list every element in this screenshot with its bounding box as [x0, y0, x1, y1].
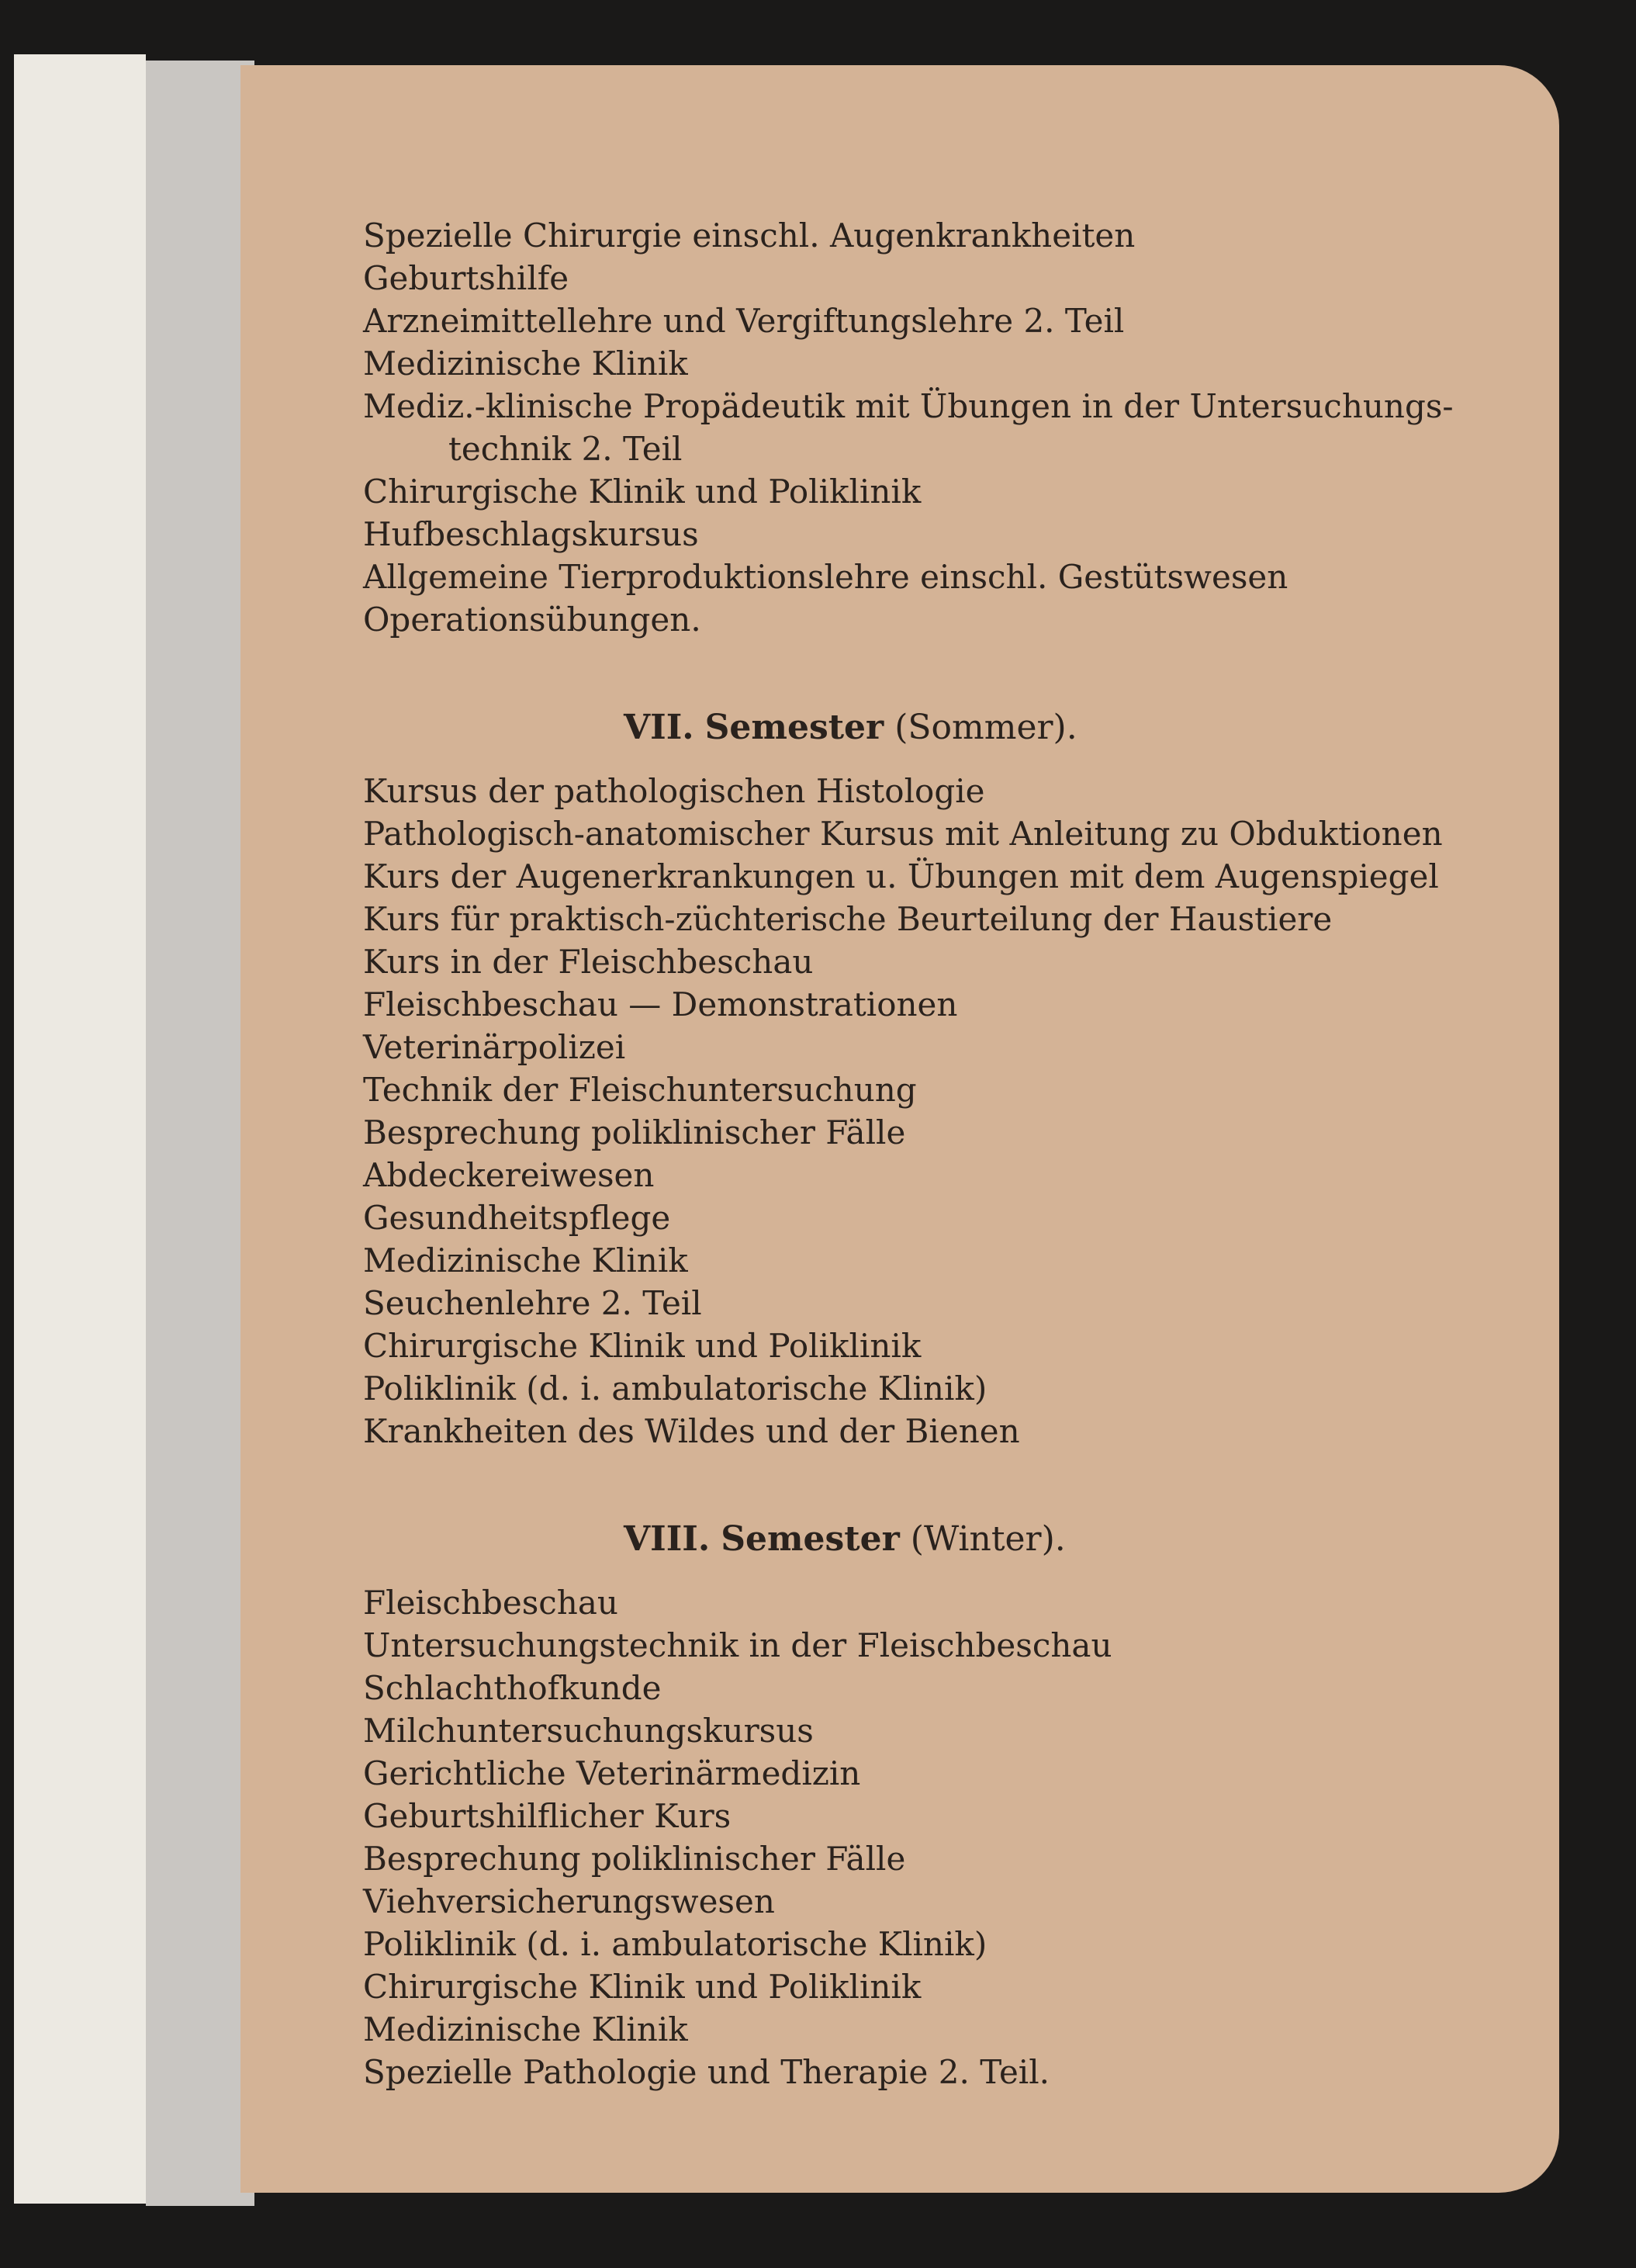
course-entry: Medizinische Klinik	[363, 345, 688, 383]
course-entry: Kursus der pathologischen Histologie	[363, 772, 985, 810]
course-entry: Milchuntersuchungskursus	[363, 1712, 814, 1750]
course-entry: Besprechung poliklinischer Fälle	[363, 1840, 906, 1878]
semester-word: Semester	[704, 708, 884, 747]
course-list-top	[363, 214, 1496, 641]
course-entry: Medizinische Klinik	[363, 1241, 688, 1279]
course-entry: Besprechung poliklinischer Fälle	[363, 1113, 906, 1151]
course-entry: Kurs für praktisch-züchterische Beurteilung der Haustiere	[363, 900, 1333, 938]
course-entry: Fleischbeschau	[363, 1584, 618, 1622]
course-entry: Veterinärpolizei	[363, 1028, 626, 1066]
course-entry: Gesundheitspflege	[363, 1199, 671, 1237]
course-entry: Geburtshilfe	[363, 259, 569, 297]
season-label: (Winter).	[910, 1519, 1066, 1559]
course-entry: Kurs in der Fleischbeschau	[363, 943, 814, 981]
course-entry: Poliklinik (d. i. ambulatorische Klinik)	[363, 1925, 987, 1963]
course-entry: Poliklinik (d. i. ambulatorische Klinik)	[363, 1369, 987, 1408]
course-entry: Mediz.-klinische Propädeutik mit Übungen in der Untersuchungs-	[363, 387, 1454, 425]
section-numeral: VIII.	[624, 1519, 711, 1559]
course-entry: Medizinische Klinik	[363, 2010, 688, 2048]
course-entry: Hufbeschlagskursus	[363, 515, 699, 553]
page-content	[363, 214, 1496, 2093]
course-entry: Untersuchungstechnik in der Fleischbeschau	[363, 1626, 1112, 1664]
course-entry: Gerichtliche Veterinärmedizin	[363, 1754, 861, 1792]
course-entry-continuation: technik 2. Teil	[448, 430, 683, 468]
course-entry: Technik der Fleischuntersuchung	[363, 1071, 917, 1109]
section-numeral: VII.	[624, 708, 694, 747]
course-entry: Arzneimittellehre und Vergiftungslehre 2. Teil	[363, 302, 1125, 340]
book-binding	[14, 54, 146, 2204]
course-entry: Chirurgische Klinik und Poliklinik	[363, 1327, 922, 1365]
course-entry: Abdeckereiwesen	[363, 1156, 655, 1194]
course-entry: Seuchenlehre 2. Teil	[363, 1284, 702, 1322]
course-entry: Viehversicherungswesen	[363, 1882, 775, 1920]
season-label: (Sommer).	[894, 708, 1077, 747]
course-entry: Spezielle Pathologie und Therapie 2. Teil.	[363, 2053, 1050, 2091]
section-heading-vii	[363, 705, 1496, 751]
course-entry: Spezielle Chirurgie einschl. Augenkrankheiten	[363, 216, 1136, 255]
course-entry: Operationsübungen.	[363, 601, 701, 639]
course-entry: Schlachthofkunde	[363, 1669, 662, 1707]
course-entry: Chirurgische Klinik und Poliklinik	[363, 1968, 922, 2006]
course-list-viii	[363, 1581, 1496, 2093]
course-entry: Allgemeine Tierproduktionslehre einschl. Gestütswesen	[363, 558, 1288, 596]
section-heading-viii	[363, 1516, 1496, 1563]
course-entry: Pathologisch-anatomischer Kursus mit Anleitung zu Obduktionen	[363, 815, 1443, 853]
course-entry: Fleischbeschau — Demonstrationen	[363, 985, 958, 1023]
course-entry: Chirurgische Klinik und Poliklinik	[363, 473, 922, 511]
course-entry: Kurs der Augenerkrankungen u. Übungen mit dem Augenspiegel	[363, 857, 1439, 895]
semester-word: Semester	[721, 1519, 900, 1559]
binding-edge	[146, 61, 254, 2206]
course-list-vii	[363, 770, 1496, 1453]
course-entry: Krankheiten des Wildes und der Bienen	[363, 1412, 1020, 1450]
course-entry: Geburtshilflicher Kurs	[363, 1797, 732, 1835]
